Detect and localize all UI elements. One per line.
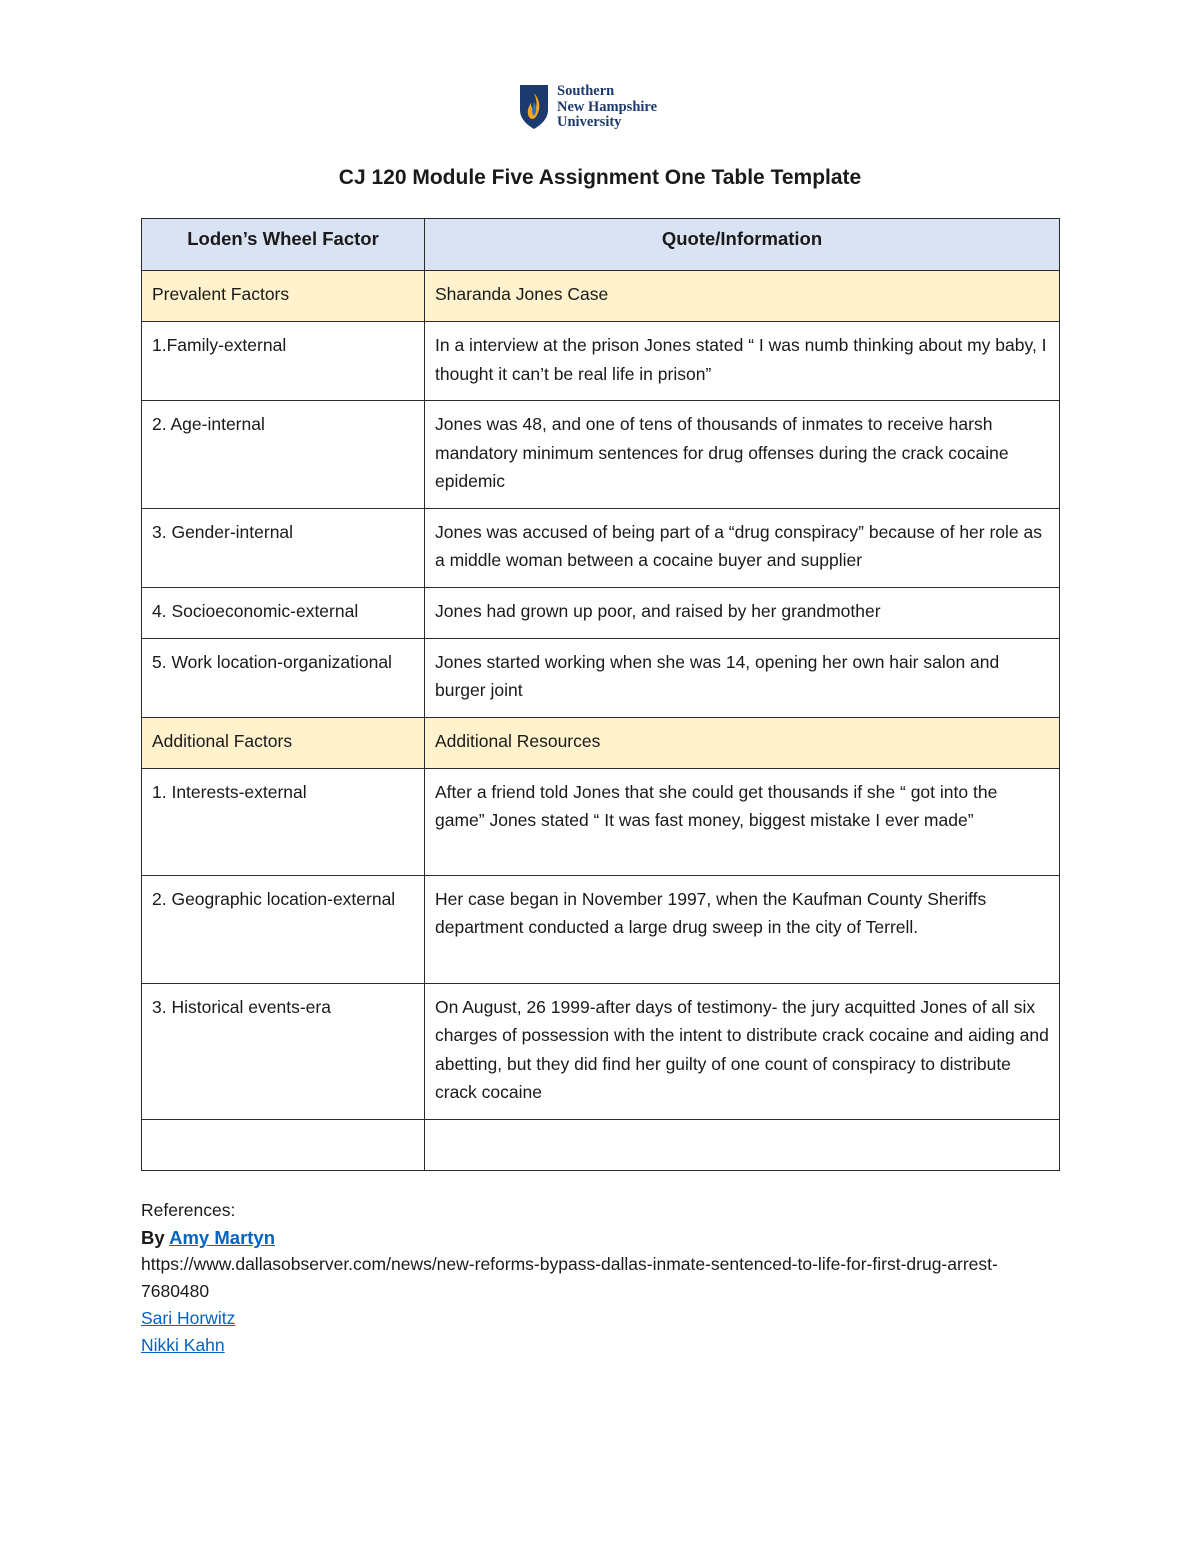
table-row xyxy=(142,401,1060,509)
factor-cell: 1.Family-external xyxy=(142,322,425,401)
logo-line-2: New Hampshire xyxy=(557,98,658,115)
university-name xyxy=(557,84,657,131)
byline xyxy=(141,1224,1061,1251)
section-row-prevalent xyxy=(142,271,1060,322)
factor-cell: 1. Interests-external xyxy=(142,768,425,875)
table-row xyxy=(142,508,1060,587)
factor-cell: 2. Geographic location-external xyxy=(142,875,425,983)
university-logo xyxy=(519,84,657,131)
factor-cell xyxy=(142,1119,425,1170)
table-row xyxy=(142,983,1060,1119)
header-quote-information: Quote/Information xyxy=(425,219,1060,271)
table-row xyxy=(142,587,1060,638)
factor-cell: 4. Socioeconomic-external xyxy=(142,587,425,638)
table-row xyxy=(142,768,1060,875)
info-cell: On August, 26 1999-after days of testimony- the jury acquitted Jones of all six charges of possession with the intent to distribute crack cocaine and aiding and abetting, but they did find her guilty of one count of conspiracy to distribute crack cocaine xyxy=(425,983,1060,1119)
factor-cell: 2. Age-internal xyxy=(142,401,425,509)
references-label: References: xyxy=(141,1200,236,1220)
info-cell: After a friend told Jones that she could get thousands if she “ got into the game” Jones stated “ It was fast money, biggest mistake I ever made” xyxy=(425,768,1060,875)
table-header-row xyxy=(142,219,1060,271)
info-cell: Jones was accused of being part of a “drug conspiracy” because of her role as a middle woman between a cocaine buyer and supplier xyxy=(425,508,1060,587)
table-row xyxy=(142,638,1060,717)
author-link-sari-horwitz[interactable]: Sari Horwitz xyxy=(141,1308,236,1328)
factor-cell: 5. Work location-organizational xyxy=(142,638,425,717)
info-cell: In a interview at the prison Jones stated “ I was numb thinking about my baby, I thought it can’t be real life in prison” xyxy=(425,322,1060,401)
section-row-additional xyxy=(142,717,1060,768)
factor-cell: 3. Historical events-era xyxy=(142,983,425,1119)
info-cell: Jones had grown up poor, and raised by her grandmother xyxy=(425,587,1060,638)
section-value: Sharanda Jones Case xyxy=(425,271,1060,322)
university-shield-icon xyxy=(519,84,549,130)
author-link-amy-martyn[interactable]: Amy Martyn xyxy=(169,1227,276,1248)
document-title: CJ 120 Module Five Assignment One Table Template xyxy=(338,166,862,189)
info-cell: Jones started working when she was 14, opening her own hair salon and burger joint xyxy=(425,638,1060,717)
header-factor: Loden’s Wheel Factor xyxy=(142,219,425,271)
table-row xyxy=(142,875,1060,983)
references-section xyxy=(141,1197,1061,1359)
info-cell: Jones was 48, and one of tens of thousands of inmates to receive harsh mandatory minimum sentences for drug offenses during the crack cocaine epidemic xyxy=(425,401,1060,509)
section-label: Additional Factors xyxy=(142,717,425,768)
section-label: Prevalent Factors xyxy=(142,271,425,322)
logo-line-1: Southern xyxy=(557,83,615,99)
reference-url: https://www.dallasobserver.com/news/new-reforms-bypass-dallas-inmate-sentenced-to-life-for-first-drug-arrest-7680480 xyxy=(141,1254,998,1301)
author-link-nikki-kahn[interactable]: Nikki Kahn xyxy=(141,1335,225,1355)
byline-prefix: By xyxy=(141,1227,165,1248)
factor-cell: 3. Gender-internal xyxy=(142,508,425,587)
table-row-empty xyxy=(142,1119,1060,1170)
section-value: Additional Resources xyxy=(425,717,1060,768)
table-row xyxy=(142,322,1060,401)
info-cell: Her case began in November 1997, when the Kaufman County Sheriffs department conducted a large drug sweep in the city of Terrell. xyxy=(425,875,1060,983)
loden-wheel-table xyxy=(141,218,1060,1171)
info-cell xyxy=(425,1119,1060,1170)
logo-line-3: University xyxy=(557,114,622,130)
